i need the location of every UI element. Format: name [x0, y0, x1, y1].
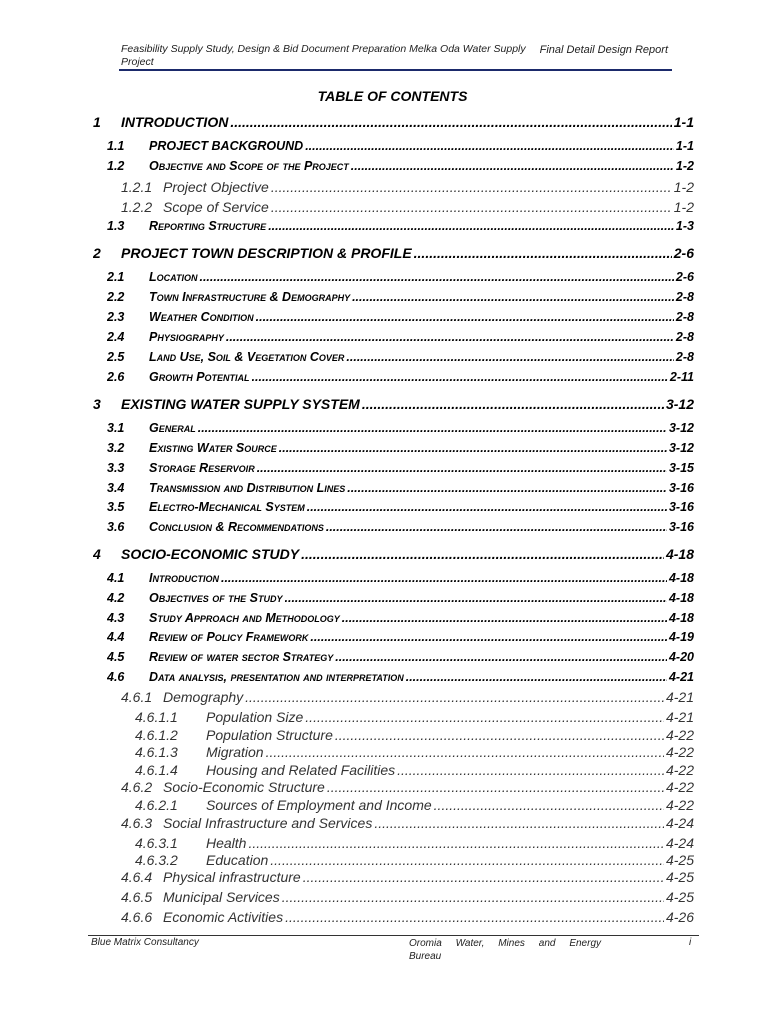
toc-entry-title: Demography	[163, 689, 244, 705]
toc-entry[interactable]	[107, 370, 694, 384]
toc-entry-page: 1-3	[675, 219, 694, 233]
footer-page-number: i	[689, 937, 692, 948]
footer-divider	[88, 935, 699, 936]
toc-entry-page: 4-25	[665, 869, 694, 885]
toc-entry-title: Physiography	[149, 330, 224, 344]
toc-entry[interactable]	[107, 290, 694, 304]
toc-dot-leader	[270, 852, 664, 868]
toc-entry[interactable]	[135, 852, 694, 868]
toc-entry-page: 4-20	[668, 650, 694, 664]
toc-dot-leader	[342, 611, 667, 625]
toc-entry-title: Review of Policy Framework	[149, 630, 309, 644]
toc-entry[interactable]	[107, 421, 694, 435]
toc-entry-page: 4-22	[665, 762, 694, 778]
toc-entry[interactable]	[135, 835, 694, 851]
toc-dot-leader	[199, 270, 673, 284]
toc-dot-leader	[414, 245, 672, 261]
toc-entry-page: 2-8	[675, 330, 694, 344]
toc-entry-title: Socio-Economic Structure	[163, 779, 325, 795]
footer-client-line2: Bureau	[409, 951, 442, 962]
toc-entry[interactable]	[107, 591, 694, 605]
toc-entry-title: Electro-Mechanical System	[149, 500, 305, 514]
toc-entry-title: Social Infrastructure and Services	[163, 815, 373, 831]
toc-entry-title: Storage Reservoir	[149, 461, 255, 475]
header-project-title: Feasibility Supply Study, Design & Bid Document Preparation Melka Oda Water Supply Project	[121, 43, 526, 68]
toc-entry-title: Weather Condition	[149, 310, 254, 324]
toc-entry-number: 1.2.2	[121, 199, 153, 215]
toc-entry[interactable]	[121, 179, 694, 195]
toc-dot-leader	[326, 520, 667, 534]
toc-entry-title: Objectives of the Study	[149, 591, 283, 605]
toc-entry[interactable]	[121, 689, 694, 705]
toc-entry-number: 4.6.1.1	[135, 709, 178, 725]
toc-dot-leader	[285, 909, 664, 925]
toc-entry[interactable]	[107, 500, 694, 514]
toc-entry-page: 4-21	[668, 670, 694, 684]
toc-dot-leader	[434, 797, 664, 813]
toc-entry-page: 4-22	[665, 797, 694, 813]
toc-entry-title: SOCIO-ECONOMIC STUDY	[121, 546, 300, 562]
toc-dot-leader	[282, 889, 664, 905]
toc-entry-page: 4-24	[665, 835, 694, 851]
toc-entry[interactable]	[121, 909, 694, 925]
footer-client	[409, 937, 601, 963]
toc-entry-number: 4.6.1	[121, 689, 153, 705]
toc-entry[interactable]	[107, 650, 694, 664]
toc-entry[interactable]	[135, 762, 694, 778]
toc-entry-page: 4-24	[665, 815, 694, 831]
toc-entry-number: 4.6.1.4	[135, 762, 178, 778]
toc-entry-page: 3-12	[665, 396, 694, 412]
toc-entry-number: 2.6	[107, 370, 125, 384]
toc-dot-leader	[271, 179, 672, 195]
toc-entry-number: 2.3	[107, 310, 125, 324]
toc-dot-leader	[248, 835, 664, 851]
toc-entry-number: 1.1	[107, 139, 125, 153]
toc-dot-leader	[268, 219, 674, 233]
toc-entry-title: Population Size	[206, 709, 304, 725]
footer-client-line1: Oromia Water, Mines and Energy	[409, 938, 601, 949]
footer-consultant: Blue Matrix Consultancy	[91, 937, 199, 948]
toc-entry[interactable]	[121, 869, 694, 885]
toc-entry-title: Physical infrastructure	[163, 869, 301, 885]
toc-entry[interactable]	[135, 797, 694, 813]
toc-entry-title: Housing and Related Facilities	[206, 762, 396, 778]
toc-dot-leader	[362, 396, 664, 412]
toc-entry-page: 4-25	[665, 852, 694, 868]
toc-entry-number: 4.6.6	[121, 909, 153, 925]
toc-dot-leader	[245, 689, 664, 705]
toc-entry-title: Review of water sector Strategy	[149, 650, 334, 664]
toc-entry-page: 4-22	[665, 779, 694, 795]
toc-entry[interactable]	[107, 441, 694, 455]
toc-entry-title: Introduction	[149, 571, 219, 585]
toc-entry-title: Conclusion & Recommendations	[149, 520, 324, 534]
toc-entry-number: 4.3	[107, 611, 125, 625]
toc-entry[interactable]	[107, 159, 694, 173]
toc-entry-page: 3-16	[668, 500, 694, 514]
toc-entry-number: 2.1	[107, 270, 125, 284]
toc-entry-page: 4-19	[668, 630, 694, 644]
toc-entry-page: 4-18	[668, 611, 694, 625]
toc-entry-number: 4.6.1.2	[135, 727, 178, 743]
toc-entry-number: 2.2	[107, 290, 125, 304]
toc-entry-page: 4-22	[665, 744, 694, 760]
toc-entry[interactable]	[121, 779, 694, 795]
toc-entry-page: 1-2	[673, 179, 694, 195]
toc-entry[interactable]	[121, 815, 694, 831]
toc-entry-number: 4.5	[107, 650, 125, 664]
toc-entry-number: 4.6.2.1	[135, 797, 178, 813]
toc-entry-page: 4-25	[665, 889, 694, 905]
toc-entry-number: 2	[93, 245, 101, 261]
toc-dot-leader	[305, 709, 664, 725]
toc-dot-leader	[397, 762, 664, 778]
toc-dot-leader	[327, 779, 664, 795]
toc-dot-leader	[305, 139, 674, 153]
toc-entry-number: 4.6.3.2	[135, 852, 178, 868]
toc-dot-leader	[335, 650, 667, 664]
toc-entry[interactable]	[107, 219, 694, 233]
toc-entry-page: 1-2	[673, 199, 694, 215]
toc-entry-page: 4-21	[665, 689, 694, 705]
toc-dot-leader	[352, 290, 674, 304]
toc-entry-title: Data analysis, presentation and interpretation	[149, 670, 404, 684]
toc-entry[interactable]	[107, 481, 694, 495]
toc-entry[interactable]	[107, 520, 694, 534]
toc-entry-page: 2-6	[673, 245, 694, 261]
toc-entry-title: Health	[206, 835, 247, 851]
toc-entry-title: INTRODUCTION	[121, 114, 229, 130]
toc-entry-number: 1.2.1	[121, 179, 153, 195]
page-header	[121, 43, 672, 69]
toc-dot-leader	[406, 670, 667, 684]
toc-entry-title: EXISTING WATER SUPPLY SYSTEM	[121, 396, 360, 412]
toc-entry-title: Education	[206, 852, 269, 868]
toc-entry[interactable]	[107, 310, 694, 324]
toc-entry-page: 1-1	[673, 114, 694, 130]
toc-entry-number: 4.6.4	[121, 869, 153, 885]
toc-dot-leader	[285, 591, 667, 605]
toc-entry-title: Study Approach and Methodology	[149, 611, 340, 625]
toc-entry-title: Existing Water Source	[149, 441, 277, 455]
toc-entry-title: Economic Activities	[163, 909, 284, 925]
toc-entry-page: 2-8	[675, 290, 694, 304]
toc-entry-page: 3-12	[668, 421, 694, 435]
toc-dot-leader	[198, 421, 667, 435]
toc-entry-number: 4.6.1.3	[135, 744, 178, 760]
toc-entry-number: 3.5	[107, 500, 125, 514]
toc-entry-page: 1-2	[675, 159, 694, 173]
toc-dot-leader	[303, 869, 664, 885]
toc-entry[interactable]	[121, 889, 694, 905]
toc-entry[interactable]	[107, 350, 694, 364]
toc-dot-leader	[374, 815, 664, 831]
toc-entry-title: Objective and Scope of the Project	[149, 159, 349, 173]
toc-entry-number: 1.2	[107, 159, 125, 173]
toc-dot-leader	[279, 441, 667, 455]
toc-entry-number: 4.6.2	[121, 779, 153, 795]
toc-entry-page: 2-6	[675, 270, 694, 284]
toc-entry-number: 2.5	[107, 350, 125, 364]
toc-entry-number: 4.6	[107, 670, 125, 684]
toc-entry-number: 3.2	[107, 441, 125, 455]
toc-entry-page: 3-16	[668, 481, 694, 495]
toc-dot-leader	[226, 330, 674, 344]
toc-dot-leader	[271, 199, 672, 215]
toc-entry[interactable]	[107, 461, 694, 475]
toc-entry-number: 3.1	[107, 421, 125, 435]
toc-entry-number: 4.6.5	[121, 889, 153, 905]
toc-entry-title: Project Objective	[163, 179, 269, 195]
toc-entry-number: 4.2	[107, 591, 125, 605]
toc-entry[interactable]	[107, 139, 694, 153]
toc-entry-page: 2-8	[675, 310, 694, 324]
toc-dot-leader	[351, 159, 674, 173]
toc-dot-leader	[221, 571, 667, 585]
header-divider	[119, 69, 672, 71]
toc-entry-number: 2.4	[107, 330, 125, 344]
toc-entry[interactable]	[93, 245, 694, 261]
toc-entry[interactable]	[135, 709, 694, 725]
toc-entry-title: Location	[149, 270, 198, 284]
toc-title: TABLE OF CONTENTS	[317, 88, 468, 104]
toc-entry-title: Migration	[206, 744, 264, 760]
toc-dot-leader	[307, 500, 667, 514]
toc-entry-number: 4	[93, 546, 101, 562]
toc-entry-number: 3.3	[107, 461, 125, 475]
toc-dot-leader	[347, 481, 667, 495]
toc-entry[interactable]	[107, 630, 694, 644]
toc-dot-leader	[266, 744, 664, 760]
toc-entry-title: PROJECT TOWN DESCRIPTION & PROFILE	[121, 245, 412, 261]
toc-entry[interactable]	[107, 330, 694, 344]
toc-entry[interactable]	[93, 546, 694, 562]
toc-entry-number: 1	[93, 114, 101, 130]
toc-entry-title: Reporting Structure	[149, 219, 267, 233]
toc-entry[interactable]	[135, 744, 694, 760]
toc-entry-number: 4.4	[107, 630, 125, 644]
toc-dot-leader	[346, 350, 674, 364]
toc-entry[interactable]	[121, 199, 694, 215]
toc-dot-leader	[256, 310, 674, 324]
toc-entry-page: 4-18	[665, 546, 694, 562]
toc-entry-number: 4.6.3.1	[135, 835, 178, 851]
toc-entry[interactable]	[107, 571, 694, 585]
toc-entry-title: Municipal Services	[163, 889, 280, 905]
toc-entry[interactable]	[107, 670, 694, 684]
toc-entry[interactable]	[93, 114, 694, 130]
toc-entry-page: 2-8	[675, 350, 694, 364]
toc-entry-page: 4-18	[668, 591, 694, 605]
toc-dot-leader	[335, 727, 664, 743]
toc-entry[interactable]	[107, 611, 694, 625]
toc-entry-page: 4-21	[665, 709, 694, 725]
toc-entry-page: 2-11	[669, 370, 694, 384]
toc-entry-number: 3.4	[107, 481, 125, 495]
toc-dot-leader	[310, 630, 667, 644]
toc-dot-leader	[252, 370, 668, 384]
toc-entry-title: Transmission and Distribution Lines	[149, 481, 346, 495]
toc-entry[interactable]	[135, 727, 694, 743]
toc-entry-title: Land Use, Soil & Vegetation Cover	[149, 350, 345, 364]
toc-entry-title: PROJECT BACKGROUND	[149, 139, 304, 153]
toc-entry-title: Growth Potential	[149, 370, 250, 384]
toc-entry-title: Scope of Service	[163, 199, 269, 215]
toc-dot-leader	[230, 114, 671, 130]
toc-entry[interactable]	[93, 396, 694, 412]
toc-dot-leader	[257, 461, 667, 475]
toc-entry-number: 4.6.3	[121, 815, 153, 831]
toc-entry-title: Population Structure	[206, 727, 333, 743]
toc-entry-number: 1.3	[107, 219, 125, 233]
toc-entry-page: 1-1	[675, 139, 694, 153]
toc-entry-number: 4.1	[107, 571, 125, 585]
toc-entry-number: 3	[93, 396, 101, 412]
toc-entry-page: 3-15	[668, 461, 694, 475]
toc-entry-page: 3-12	[668, 441, 694, 455]
toc-entry-number: 3.6	[107, 520, 125, 534]
toc-entry-page: 4-22	[665, 727, 694, 743]
toc-entry-page: 3-16	[668, 520, 694, 534]
toc-entry-title: General	[149, 421, 196, 435]
toc-entry-title: Town Infrastructure & Demography	[149, 290, 351, 304]
toc-entry-title: Sources of Employment and Income	[206, 797, 432, 813]
toc-entry-page: 4-26	[665, 909, 694, 925]
toc-dot-leader	[301, 546, 664, 562]
header-report-type: Final Detail Design Report	[539, 44, 668, 56]
toc-entry[interactable]	[107, 270, 694, 284]
toc-entry-page: 4-18	[668, 571, 694, 585]
